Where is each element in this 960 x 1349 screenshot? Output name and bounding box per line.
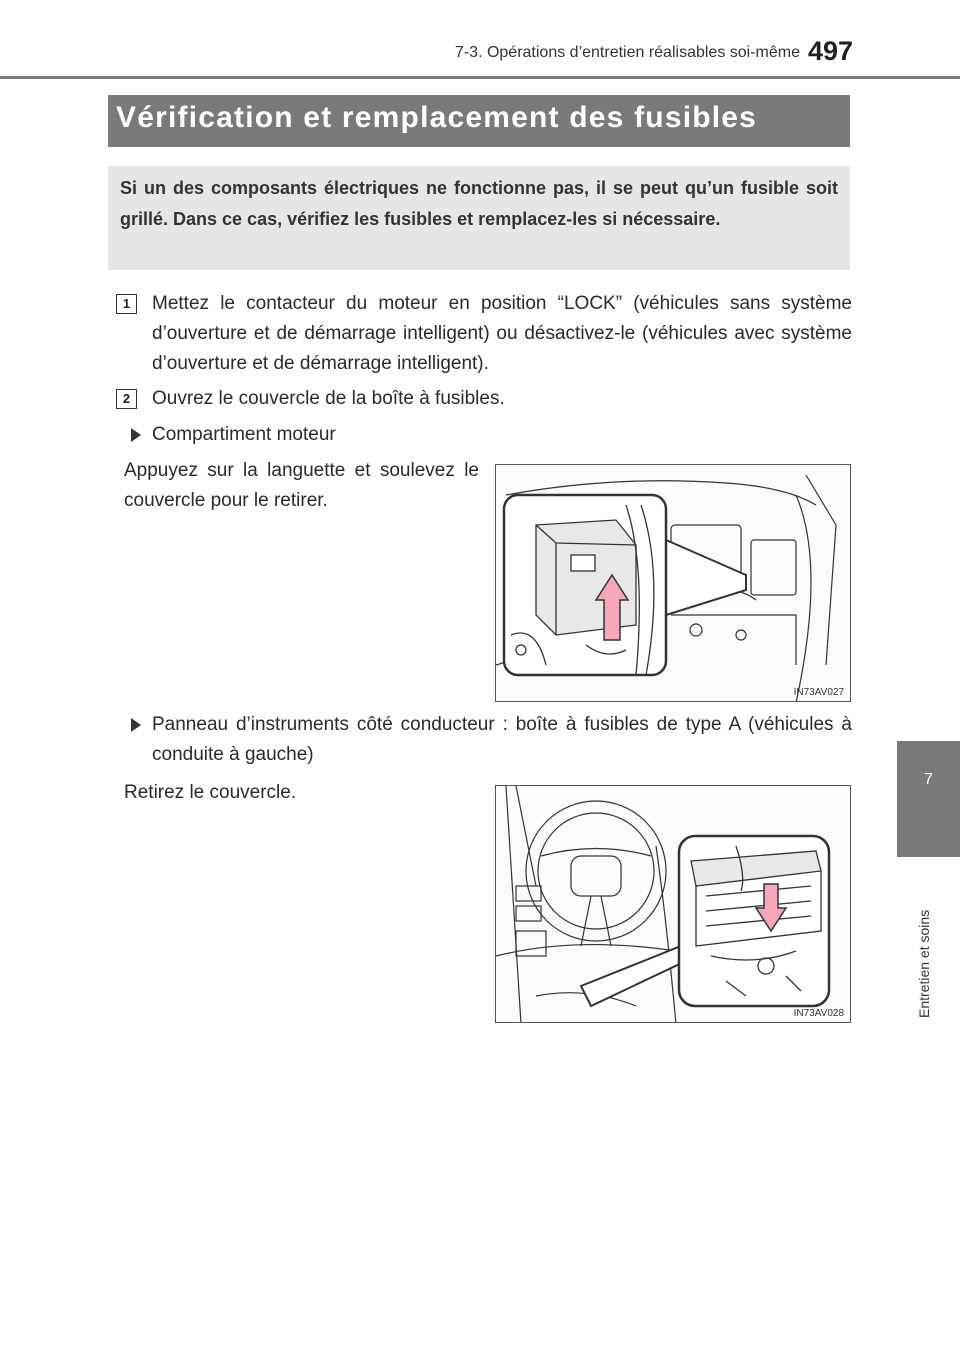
subsection-text-engine: Appuyez sur la languette et soulevez le couvercle pour le retirer. bbox=[124, 460, 479, 511]
header-section-title: 7-3. Opérations d’entretien réalisables soi-même bbox=[454, 44, 800, 61]
intro-text: Si un des composants électriques ne fonctionne pas, il se peut qu’un fusible soit grillé. Dans ce cas, vérifiez les fusibles et remplacez-les si nécessaire. bbox=[120, 178, 838, 229]
header-divider bbox=[0, 76, 960, 79]
step-2-number: 2 bbox=[116, 389, 137, 409]
chapter-number: 7 bbox=[924, 771, 933, 788]
subsection-heading-engine: Compartiment moteur bbox=[152, 424, 336, 445]
step-1-number: 1 bbox=[116, 294, 137, 314]
subsection-heading-dashboard: Panneau d’instruments côté conducteur : boîte à fusibles de type A (véhicules à conduite à gauche) bbox=[152, 714, 852, 765]
chapter-tab bbox=[897, 741, 960, 857]
chapter-label: Entretien et soins bbox=[916, 909, 932, 1018]
subsection-text-dashboard: Retirez le couvercle. bbox=[124, 782, 297, 803]
page-title: Vérification et remplacement des fusibles bbox=[116, 101, 758, 134]
step-1-text: Mettez le contacteur du moteur en position “LOCK” (véhicules sans système d’ouverture et de démarrage intelligent) ou désactivez-le (véhicules avec système d’ouverture et de démarrage intelligent). bbox=[152, 293, 852, 374]
dashboard-figure bbox=[495, 785, 851, 1023]
figure-code-2: IN73AV028 bbox=[793, 1008, 844, 1019]
title-bar bbox=[108, 95, 850, 147]
bullet-arrow-icon bbox=[131, 428, 141, 442]
bullet-arrow-icon bbox=[131, 718, 141, 732]
page-number: 497 bbox=[808, 36, 854, 66]
figure-code-1: IN73AV027 bbox=[793, 687, 844, 698]
engine-compartment-figure bbox=[495, 464, 851, 702]
step-2-text: Ouvrez le couvercle de la boîte à fusibles. bbox=[152, 388, 505, 409]
intro-box bbox=[108, 166, 850, 270]
